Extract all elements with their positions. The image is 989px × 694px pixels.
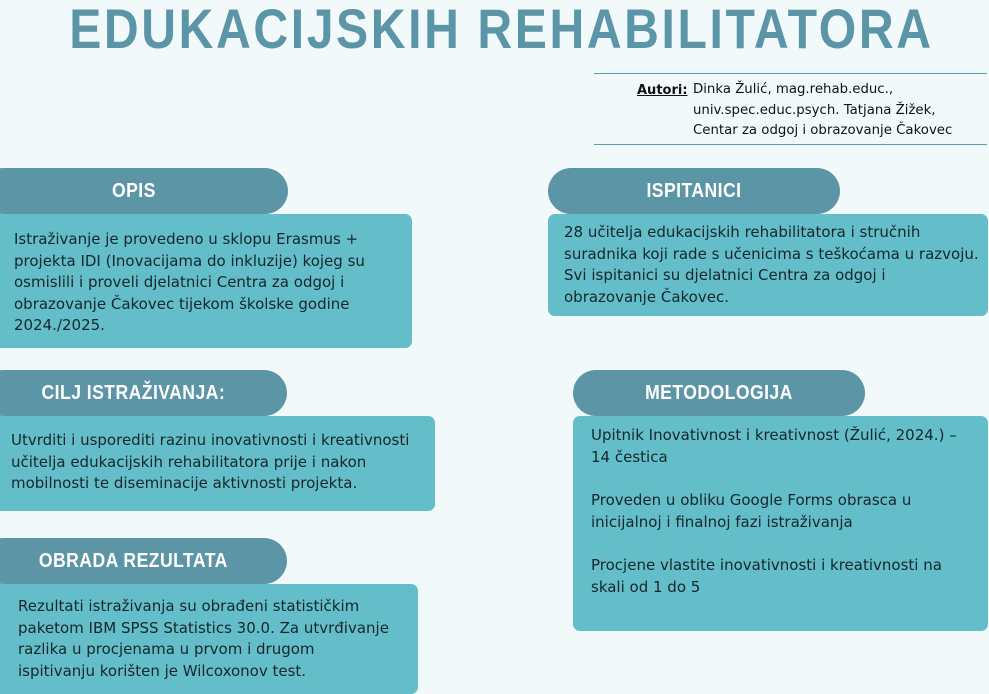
opis-line: 2024./2025.: [14, 316, 105, 334]
opis-line: projekta IDI (Inovacijama do inkluzije) kojeg su: [14, 251, 365, 270]
authors-line: Centar za odgoj i obrazovanje Čakovec: [693, 123, 953, 138]
obrada-line: ispitivanju korišten je Wilcoxonov test.: [18, 661, 307, 680]
metodologija-box: [573, 416, 988, 631]
metodologija-line: 14 čestica: [591, 447, 668, 466]
opis-box: [0, 214, 412, 348]
cilj-line: učitelja edukacijskih rehabilitatora prije i nakon: [11, 452, 367, 471]
ispitanici-line: obrazovanje Čakovec.: [564, 287, 729, 306]
authors-names: [693, 80, 952, 142]
heading-metodologija: METODOLOGIJA: [573, 370, 865, 416]
authors-label: Autori:: [637, 83, 688, 98]
obrada-line: paketom IBM SPSS Statistics 30.0. Za utvrđivanje: [18, 618, 389, 637]
opis-line: Istraživanje je provedeno u sklopu Erasmus +: [14, 230, 359, 248]
authors-line: Dinka Žulić, mag.rehab.educ.,: [693, 82, 894, 97]
metodologija-paragraph: [591, 490, 988, 533]
heading-obrada: OBRADA REZULTATA: [0, 538, 287, 584]
ispitanici-line: suradnika koji rade s učenicima s teškoćama u razvoju.: [564, 244, 979, 263]
poster-title: EDUKACIJSKIH REHABILITATORA: [69, 0, 934, 60]
cilj-line: mobilnosti te diseminacije aktivnosti projekta.: [11, 474, 358, 492]
metodologija-line: skali od 1 do 5: [591, 577, 701, 596]
obrada-line: Rezultati istraživanja su obrađeni statističkim: [18, 597, 360, 615]
metodologija-line: Proveden u obliku Google Forms obrasca u: [591, 491, 912, 509]
heading-cilj: CILJ ISTRAŽIVANJA:: [0, 370, 287, 416]
ispitanici-line: 28 učitelja edukacijskih rehabilitatora i stručnih: [564, 223, 921, 241]
authors-block: [594, 73, 987, 145]
cilj-box: [0, 416, 435, 511]
metodologija-paragraph: [591, 425, 988, 468]
ispitanici-box: [548, 214, 988, 316]
obrada-box: [0, 584, 418, 694]
metodologija-line: Upitnik Inovativnost i kreativnost (Žulić, 2024.) –: [591, 426, 957, 444]
heading-ispitanici: ISPITANICI: [548, 168, 840, 214]
metodologija-paragraph: [591, 555, 988, 598]
heading-opis: OPIS: [0, 168, 288, 214]
cilj-line: Utvrditi i usporediti razinu inovativnosti i kreativnosti: [11, 431, 410, 449]
opis-line: obrazovanje Čakovec tijekom školske godine: [14, 294, 350, 313]
ispitanici-line: Svi ispitanici su djelatnici Centra za odgoj i: [564, 266, 886, 284]
opis-line: osmislili i proveli djelatnici Centra za odgoj i: [14, 273, 345, 291]
metodologija-line: inicijalnoj i finalnoj fazi istraživanja: [591, 512, 853, 531]
obrada-line: razlika u procjenama u prvom i drugom: [18, 640, 315, 658]
metodologija-line: Procjene vlastite inovativnosti i kreativnosti na: [591, 556, 942, 574]
authors-line: univ.spec.educ.psych. Tatjana Žižek,: [693, 102, 936, 118]
